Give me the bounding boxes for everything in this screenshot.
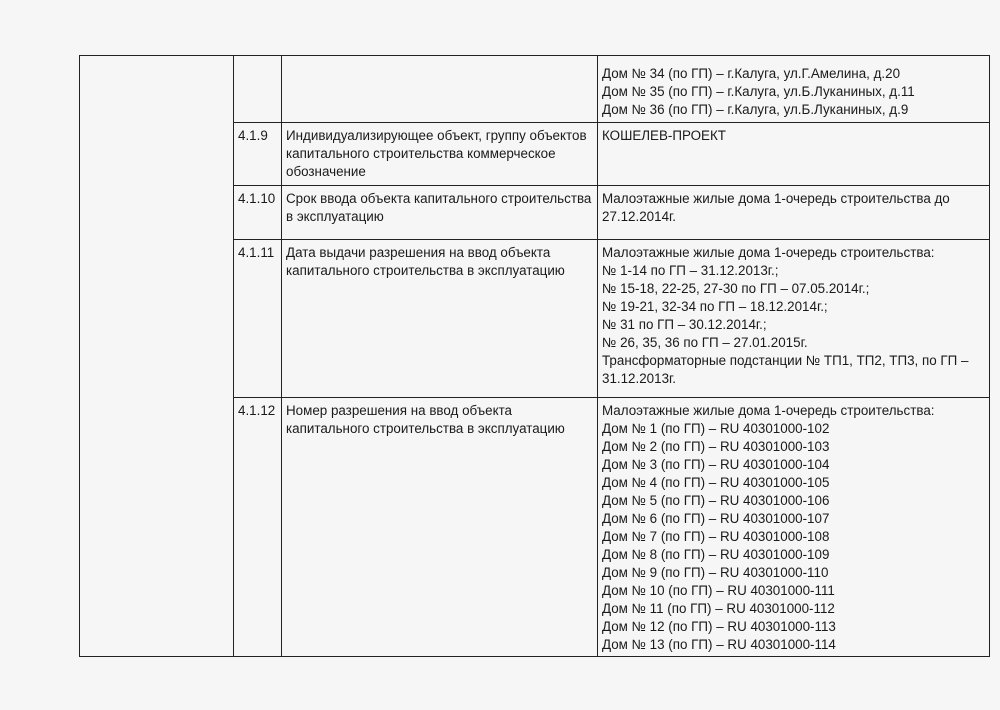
value-line: Дом № 35 (по ГП) – г.Калуга, ул.Б.Луканиных, д.11 (602, 84, 915, 99)
value-line: № 1-14 по ГП – 31.12.2013г.; (602, 263, 779, 278)
row-label (282, 398, 598, 657)
row-label (282, 123, 598, 186)
value-line: Дом № 3 (по ГП) – RU 40301000-104 (602, 457, 830, 472)
value-line: Малоэтажные жилые дома 1-очередь строительства до (602, 191, 950, 206)
value-line: Дом № 1 (по ГП) – RU 40301000-102 (602, 421, 830, 436)
value-line: № 31 по ГП – 30.12.2014г.; (602, 317, 767, 332)
row-number: 4.1.10 (234, 186, 282, 240)
row-value (598, 123, 990, 186)
table-row (80, 56, 990, 123)
row-value (598, 240, 990, 398)
value-line: Малоэтажные жилые дома 1-очередь строительства: (602, 403, 935, 418)
value-line: № 26, 35, 36 по ГП – 27.01.2015г. (602, 335, 808, 350)
value-line: Дом № 4 (по ГП) – RU 40301000-105 (602, 475, 830, 490)
row-label-text: Срок ввода объекта капитального строительства в эксплуатацию (286, 191, 592, 224)
row-number: 4.1.9 (234, 123, 282, 186)
value-line: 27.12.2014г. (602, 209, 676, 224)
table-body (80, 56, 990, 657)
row-label (282, 240, 598, 398)
row-label-text: Номер разрешения на ввод объекта капитального строительства в эксплуатацию (286, 403, 565, 436)
row-value (598, 56, 990, 123)
row-number: 4.1.12 (234, 398, 282, 657)
row-label-text: Индивидуализирующее объект, группу объектов капитального строительства коммерческое обозначение (286, 128, 587, 179)
value-line: КОШЕЛЕВ-ПРОЕКТ (602, 128, 726, 143)
row-number: 4.1.11 (234, 240, 282, 398)
value-line: Дом № 2 (по ГП) – RU 40301000-103 (602, 439, 830, 454)
value-line: Трансформаторные подстанции № ТП1, ТП2, ТП3, по ГП – (602, 353, 969, 368)
section-cell (80, 56, 234, 657)
value-line: Дом № 6 (по ГП) – RU 40301000-107 (602, 511, 830, 526)
row-label (282, 56, 598, 123)
value-line: № 15-18, 22-25, 27-30 по ГП – 07.05.2014г.; (602, 281, 870, 296)
row-value (598, 398, 990, 657)
row-label-text: Дата выдачи разрешения на ввод объекта капитального строительства в эксплуатацию (286, 245, 565, 278)
document-table (79, 55, 990, 657)
value-line: Малоэтажные жилые дома 1-очередь строительства: (602, 245, 935, 260)
value-line: Дом № 7 (по ГП) – RU 40301000-108 (602, 529, 830, 544)
value-line: Дом № 34 (по ГП) – г.Калуга, ул.Г.Амелина, д.20 (602, 66, 901, 81)
value-line: Дом № 8 (по ГП) – RU 40301000-109 (602, 547, 830, 562)
row-value (598, 186, 990, 240)
row-number (234, 56, 282, 123)
value-line: Дом № 36 (по ГП) – г.Калуга, ул.Б.Луканиных, д.9 (602, 102, 909, 117)
value-line: Дом № 5 (по ГП) – RU 40301000-106 (602, 493, 830, 508)
value-line: Дом № 12 (по ГП) – RU 40301000-113 (602, 619, 836, 634)
value-line: Дом № 10 (по ГП) – RU 40301000-111 (602, 583, 835, 598)
value-line: 31.12.2013г. (602, 371, 676, 386)
value-line: Дом № 11 (по ГП) – RU 40301000-112 (602, 601, 835, 616)
row-label (282, 186, 598, 240)
value-line: № 19-21, 32-34 по ГП – 18.12.2014г.; (602, 299, 828, 314)
value-line: Дом № 13 (по ГП) – RU 40301000-114 (602, 637, 836, 652)
value-line: Дом № 9 (по ГП) – RU 40301000-110 (602, 565, 829, 580)
